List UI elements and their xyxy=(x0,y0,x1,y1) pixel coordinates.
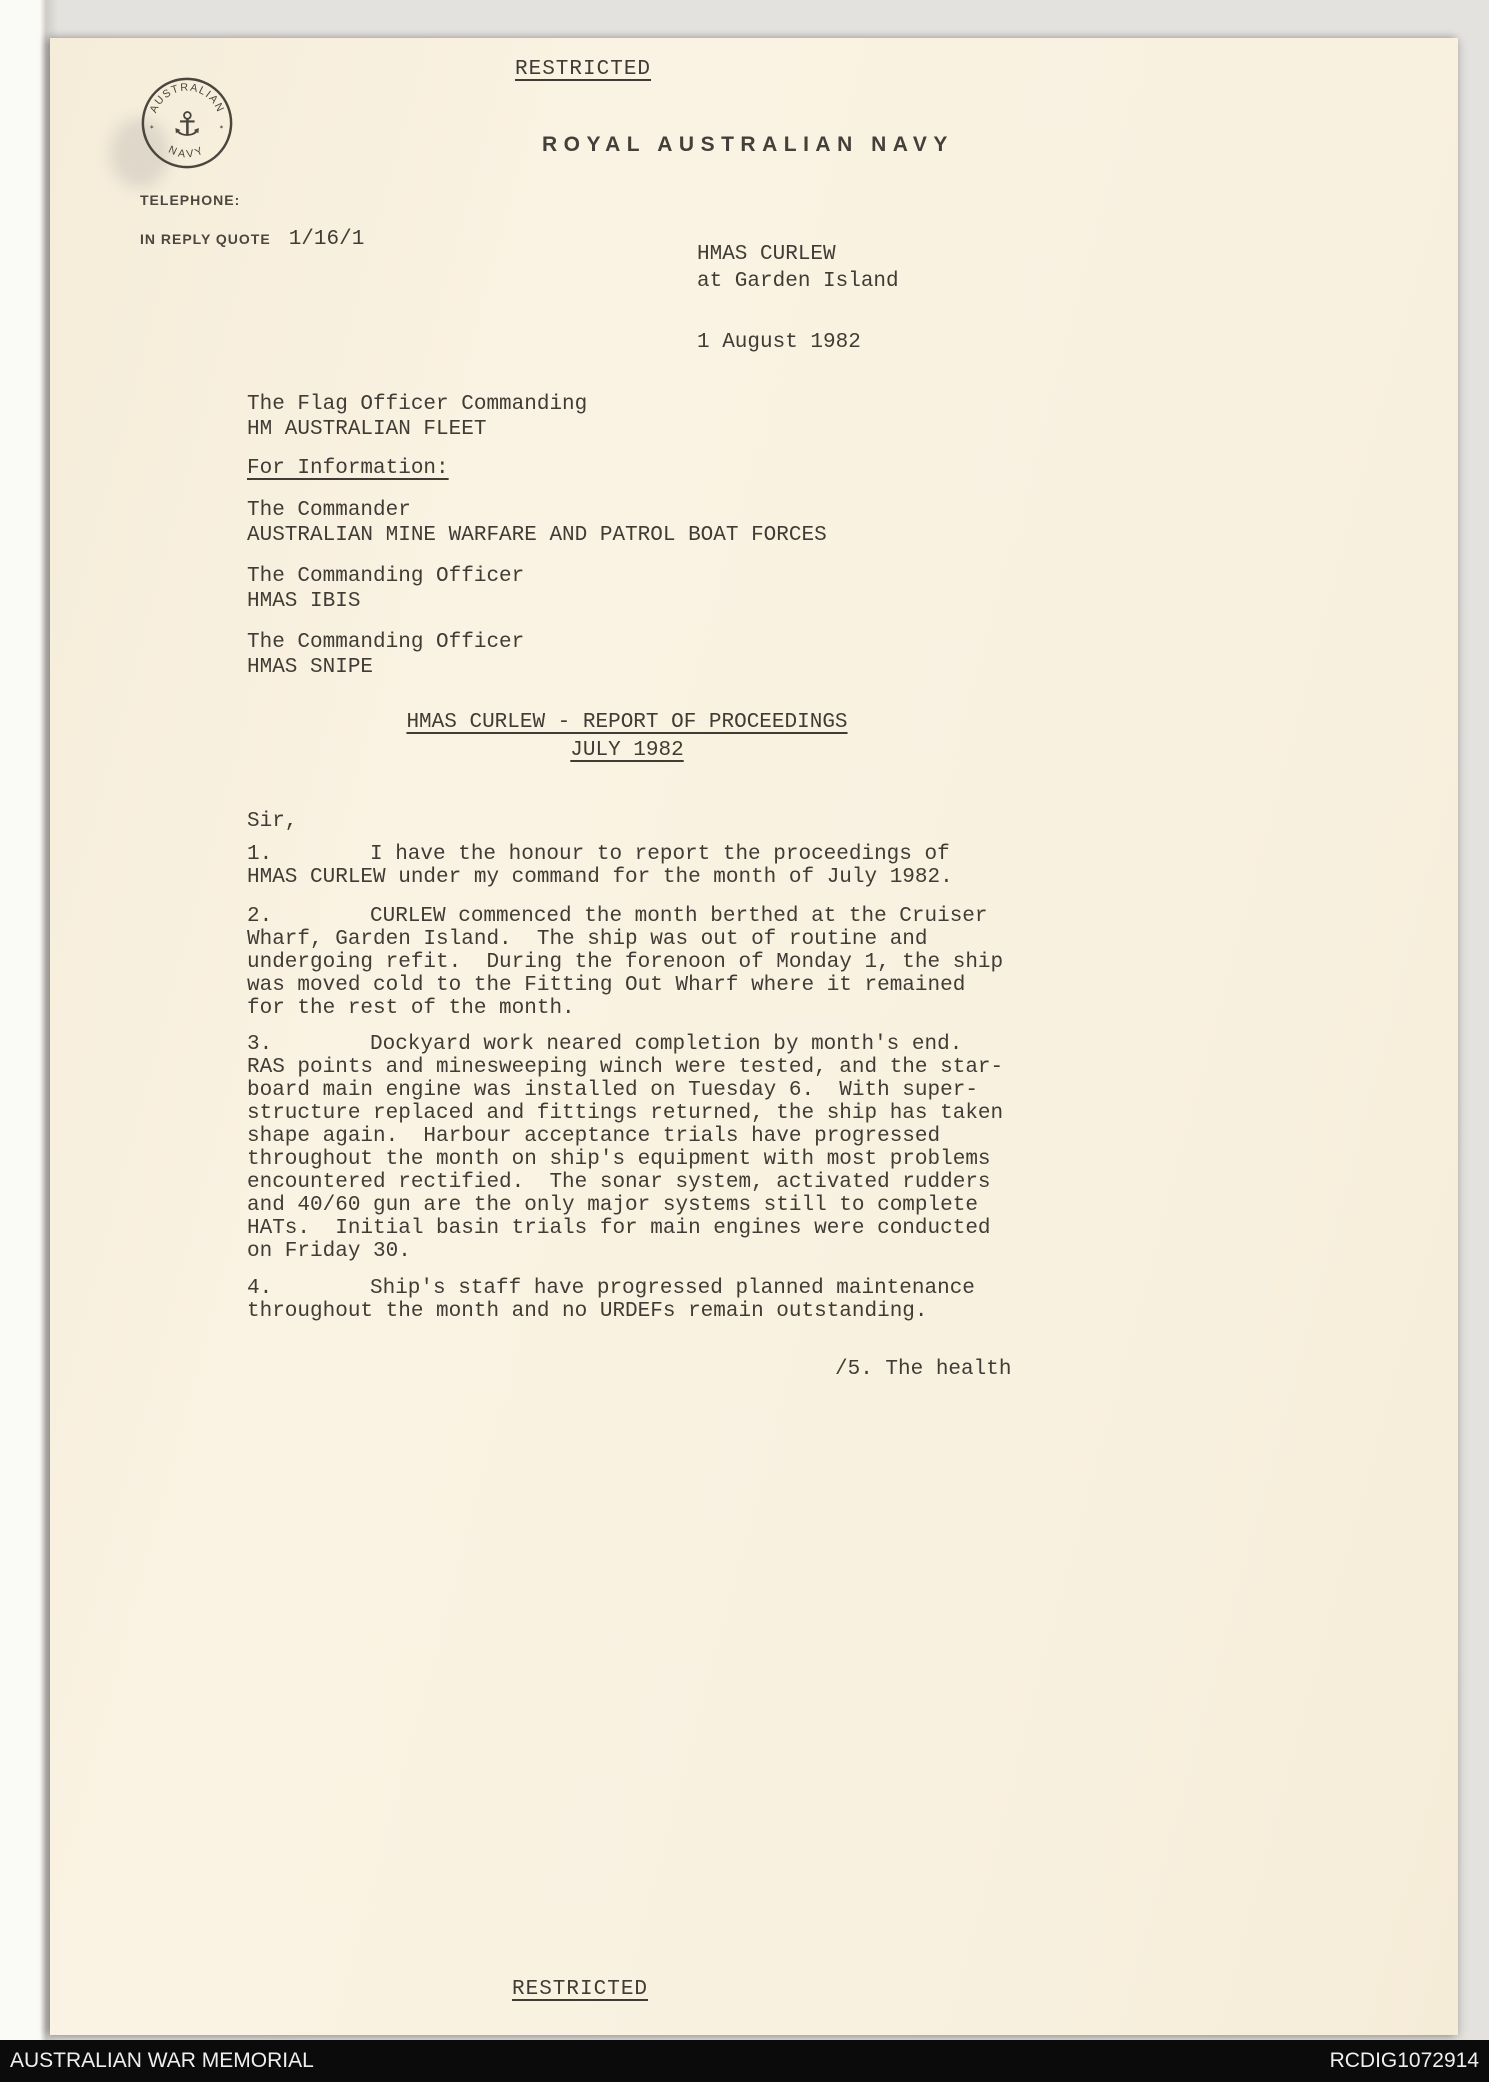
archive-footer-bar xyxy=(0,2040,1489,2082)
paragraph-text: Ship's staff have progressed planned maintenance throughout the month and no URDEFs remain outstanding. xyxy=(247,1277,975,1323)
letter-date: 1 August 1982 xyxy=(697,331,861,354)
report-title-row xyxy=(247,709,1007,737)
crest-star-right-icon: ✶ xyxy=(219,123,224,132)
classification-banner-bottom: RESTRICTED xyxy=(512,1978,649,2001)
reply-quote-value: 1/16/1 xyxy=(288,228,365,251)
body-paragraph xyxy=(247,905,1077,1020)
paragraph-number: 4. xyxy=(247,1277,273,1300)
report-title-line1: HMAS CURLEW - REPORT OF PROCEEDINGS xyxy=(406,711,848,734)
reply-quote-row xyxy=(140,228,364,251)
crest-label-bottom: NAVY xyxy=(166,143,208,161)
scanned-letter-page xyxy=(50,38,1458,2035)
report-title xyxy=(247,709,1007,765)
info-recipient: The Commanding Officer HMAS SNIPE xyxy=(247,631,525,679)
archive-reference-label: RCDIG1072914 xyxy=(1329,2049,1479,2072)
crest-star-left-icon: ✶ xyxy=(149,123,154,132)
info-recipient: The Commander AUSTRALIAN MINE WARFARE AND PATROL BOAT FORCES xyxy=(247,499,827,547)
paragraph-number: 2. xyxy=(247,905,273,928)
report-title-row xyxy=(247,737,1007,765)
body-paragraph xyxy=(247,1033,1077,1263)
salutation: Sir, xyxy=(247,810,298,833)
crest-label-top: AUSTRALIAN xyxy=(147,81,227,115)
archive-name-label: AUSTRALIAN WAR MEMORIAL xyxy=(10,2049,314,2072)
classification-banner-top: RESTRICTED xyxy=(515,58,652,81)
addressee-block: The Flag Officer Commanding HM AUSTRALIAN FLEET xyxy=(247,393,588,441)
report-title-line2: JULY 1982 xyxy=(570,739,684,762)
paragraph-number: 3. xyxy=(247,1033,273,1056)
paragraph-text: I have the honour to report the proceedings of HMAS CURLEW under my command for the month of July 1982. xyxy=(247,843,953,889)
anchor-icon: ⚓ xyxy=(172,104,202,144)
paragraph-number: 1. xyxy=(247,843,273,866)
body-paragraph xyxy=(247,843,1077,889)
sender-address: HMAS CURLEW at Garden Island xyxy=(697,243,899,293)
telephone-label: TELEPHONE: xyxy=(140,192,241,208)
organisation-title: ROYAL AUSTRALIAN NAVY xyxy=(542,133,954,156)
svg-text:NAVY xyxy=(167,144,208,161)
body-paragraph xyxy=(247,1277,1077,1323)
reply-quote-label: IN REPLY QUOTE xyxy=(140,231,271,247)
info-recipient: The Commanding Officer HMAS IBIS xyxy=(247,565,525,613)
continuation-note: /5. The health xyxy=(835,1358,1012,1381)
navy-crest-icon xyxy=(138,74,236,172)
paragraph-text: CURLEW commenced the month berthed at the Cruiser Wharf, Garden Island. The ship was out of routine and undergoing refit. During the forenoon of Monday 1, the ship was moved cold to the Fitting Out Wharf where it remained for the rest of the month. xyxy=(247,905,1004,1020)
info-heading: For Information: xyxy=(247,457,449,480)
paragraph-text: Dockyard work neared completion by month's end. RAS points and minesweeping winch were tested, and the star- board main engine was installed on Tuesday 6. With super- structure replaced and fittings returned, the ship has taken shape again. Harbour acceptance trials have progressed throughout the month on ship's equipment with most problems encountered rectified. The sonar system, activated rudders and 40/60 gun are the only major systems still to complete HATs. Initial basin trials for main engines were conducted on Friday 30. xyxy=(247,1033,1004,1263)
